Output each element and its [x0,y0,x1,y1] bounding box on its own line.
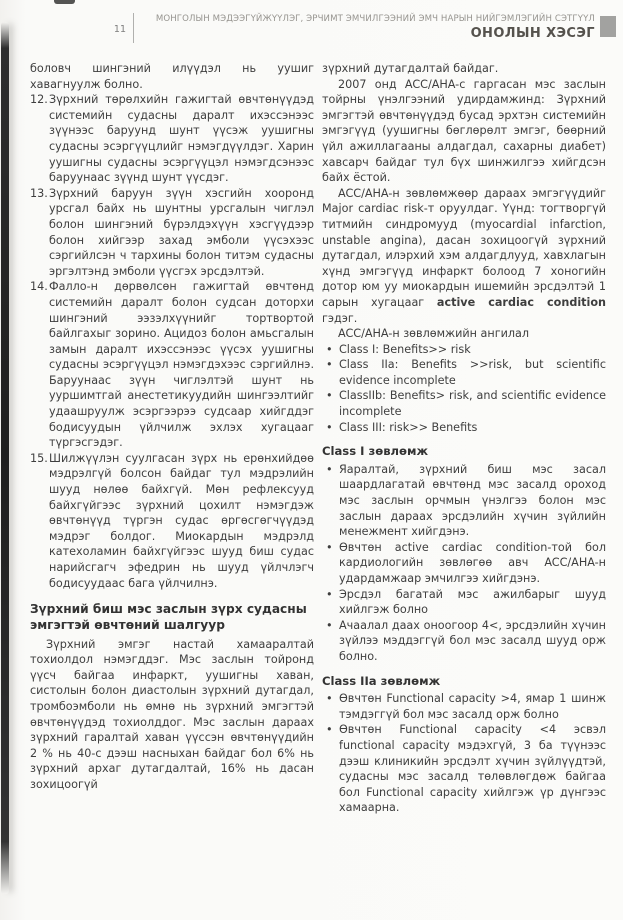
bullet-class-iii [322,420,606,436]
classification-intro: ACC/AHA-н зөвлөмжийн ангилал [338,327,530,341]
bullet-text: Яаралтай, зүрхний биш мэс засал шаардлагатай өвчтөнд мэс засалд ороход мэс заслын орчмын үнэлгээ болон мэс заслын дараах эрсдэлийн хүчин зүйлийн менежмент хийгдэнэ. [339,462,606,539]
class1-bullet-2 [322,540,606,587]
bullet-dot-icon: • [326,420,333,434]
item-text: Зүрхний баруун зүүн хэсгийн хооронд урсгал байх нь шунтны урсгалын чиглэл болон шингэний бүрэлдэхүүн хэсгүүдээр болон хийгээр захад эмболи үүсэхээс сэргийлсэн ч тархины болон титэм судасны эргэлтэнд эмболи үүсгэх эрсдэлтэй. [49,186,314,278]
item-number: 15. [30,451,48,465]
bullet-text: Өвчтөн Functional capacity <4 эсвэл functional capacity мэдэхгүй, 3 ба түүнээс дээш клиникийн эрсдэлт хүчин зүйлүүдтэй, судасны мэс засалд төлөвлөгдөж байгаа бол Functional capacity хийлгэж үр дүнгээс хамаарна. [339,723,606,815]
paragraph-continuation-left: боловч шингэний илүүдэл нь уушиг хавагнуулж болно. [30,62,314,91]
bullet-text: Өвчтөн Functional capacity >4, ямар 1 шинж тэмдэггүй бол мэс засалд орж болно [339,692,606,721]
bullet-text: Class IIa: Benefits >>risk, but scientific evidence incomplete [339,358,606,387]
bullet-text: Эрсдэл багатай мэс ажилбарыг шууд хийлгэж болно [339,587,606,617]
scan-smudge-top [54,0,75,4]
bullet-dot-icon: • [326,462,333,476]
numbered-item-14 [30,279,314,451]
bullet-dot-icon: • [326,587,333,601]
bullet-dot-icon: • [326,618,333,632]
bullet-dot-icon: • [326,540,333,554]
left-column [30,61,314,793]
paragraph-2007-guideline: 2007 онд ACC/AHA-с гаргасан мэс заслын тойрны үнэлгээний удирдамжинд: Зүрхний эмгэгтэй өвчтөнүүдэд бусад эрхтэн системийн эмгэгүүд (уушигны бөглөрөлт эмгэг, бөөрний үйл ажиллагааны алдагдал, сахарны диабет) хавсарч байдаг тул бүх шинжилгээ хийгдсэн байх ёстой. [322,77,606,185]
bullet-dot-icon: • [326,692,333,706]
numbered-item-13 [30,186,314,280]
class1-bullet-3 [322,587,606,618]
class1-heading: Class I зөвлөмж [322,444,429,459]
item-text: Фалло-н дөрвөлсөн гажигтай өвчтөнд системийн даралт болон судсан доторхи шингэний ээзэлхүүнийг тортвортой байлгахыг зорино. Ацидоз болон амьсгалын замын даралт ихэссэнээс үүсэх уушигны судасны эсэргүүцэл нэмэгдэхээс сэргийлнэ. Баруунаас зүүн чиглэлтэй шунт нь ууршимтгай анестетикуудийн шингээлтийг удаашруулж эсэргээрээ судсаар хийгддэг бодисуудын үйлчилж эхлэх хугацааг түргэсгэдэг. [49,280,314,450]
paragraph-major-cardiac-risk [322,186,606,326]
page-header [156,14,595,41]
bullet-text: Class I: Benefits>> risk [339,342,471,356]
item-number: 12. [30,93,48,107]
numbered-item-15 [30,451,314,591]
item-text: Зүрхний төрөлхийн гажигтай өвчтөнүүдэд системийн судасны даралт ихэссэнээс зүүнээс баруунд шунт үүсэж уушигны судасны эсэргүүцлийг нэмэгдүүлдэг. Харин уушигны судасны эсэргүүцэл нэмэгдсэнээс баруунаас зүүнд шунт үүсдэг. [49,93,314,185]
section-title: ОНОЛЫН ХЭСЭГ [470,26,595,41]
bullet-dot-icon: • [326,342,333,356]
class1-bullet-1 [322,462,606,540]
section-marker-square [600,16,616,37]
right-column [322,61,606,816]
section-paragraph: Зүрхний эмгэг настай хамааралтай тохиолдол нэмэгддэг. Мэс заслын тойронд үүсч байгаа инфаркт, уушигны хаван, систолын болон диастолын зүрхний дутагдал, тромбоэмболи нь өмнө нь зүрхний эмгэгтэй өвчтөнүүдэд тохиолддог. Мэс заслын дараах зүрхний гаралтай хаван үүссэн өвчтөнүүдийн 2 % нь 40-с дээш насныхан байдаг бол 6% нь зүрхний архаг дутагдалтай, 16% нь дасан зохицоогүй [30,637,314,791]
paragraph-continuation-right: зүрхний дутагдалтай байдаг. [322,62,499,75]
numbered-item-12 [30,92,314,186]
class2-bullet-1 [322,691,606,722]
scan-edge-left [1,22,9,894]
paragraph-post-text: гэдэг. [322,311,358,325]
item-number: 13. [30,186,48,200]
bullet-dot-icon: • [326,358,333,372]
bold-active-cardiac-condition: active cardiac condition [436,295,607,309]
bullet-text: ClassIIb: Benefits> risk, and scientific evidence incomplete [339,389,606,419]
header-divider [133,13,134,43]
bullet-dot-icon: • [326,389,333,403]
bullet-text: Class III: risk>> Benefits [339,420,478,434]
bullet-class-iib [322,388,606,419]
page-number: 11 [113,24,126,35]
bullet-class-i [322,342,606,358]
bullet-dot-icon: • [326,723,333,737]
class1-bullet-4 [322,618,606,665]
journal-title: МОНГОЛЫН МЭДЭЭГҮЙЖҮҮЛЭГ, ЭРЧИМТ ЭМЧИЛГЭЭНИЙ ЭМЧ НАРЫН НИЙГЭМЛЭГИЙН СЭТГҮҮЛ [155,14,595,24]
item-text: Шилжүүлэн суулгасан зүрх нь ерөнхийдөө мэдрэлгүй болсон байдаг тул мэдрэлийн шууд нөлөө байхгүй. Мөн рефлексууд байхгүйгээс зүрхний цохилт нэмэгдэж өвчтөнүүд түргэн судас өргөсгөгчүүдэд мэдрэг болдог. Миокардын мэдрэлд катехоламин байхгүйгээс шууд биш судас нарийсгагч эфедрин нь шууд үйлчлэгч бодисуудаас бага үйлчилнэ. [49,451,314,590]
paragraph-pre-text: ACC/AHA-н зөвлөмжөөр дараах эмгэгүүдийг Major cardiac risk-т оруулдаг. Үүнд: тогтворгүй титмийн синдромууд (myocardial infarction, unstable angina), дасан зохицоогүй зүрхний дутагдал, илэрхий хэм алдагдлууд, хавхлагын хүнд эмгэгүүд инфаркт болоод 7 хоногийн дотор юм уу миокардын ишемийн эрсдэлтэй 1 сарын хугацааг [322,186,606,309]
class2-bullet-2 [322,722,606,816]
bullet-text: Ачаалал даах оноогоор 4<, эрсдэлийн хүчин зүйлээ мэддэггүй бол мэс засалд шууд орж болно. [339,618,606,663]
bullet-text: Өвчтөн active cardiac condition-той бол кардиологийн зөвлөгөө авч ACC/AHA-н удардамжаар эмчилгээ хийгдэнэ. [339,540,606,585]
bullet-class-iia [322,357,606,388]
section-heading: Зүрхний биш мэс заслын зүрх судасны эмгэгтэй өвчтөний шалгуур [30,602,307,633]
class2-heading: Class IIa зөвлөмж [322,673,441,688]
item-number: 14. [30,280,48,294]
